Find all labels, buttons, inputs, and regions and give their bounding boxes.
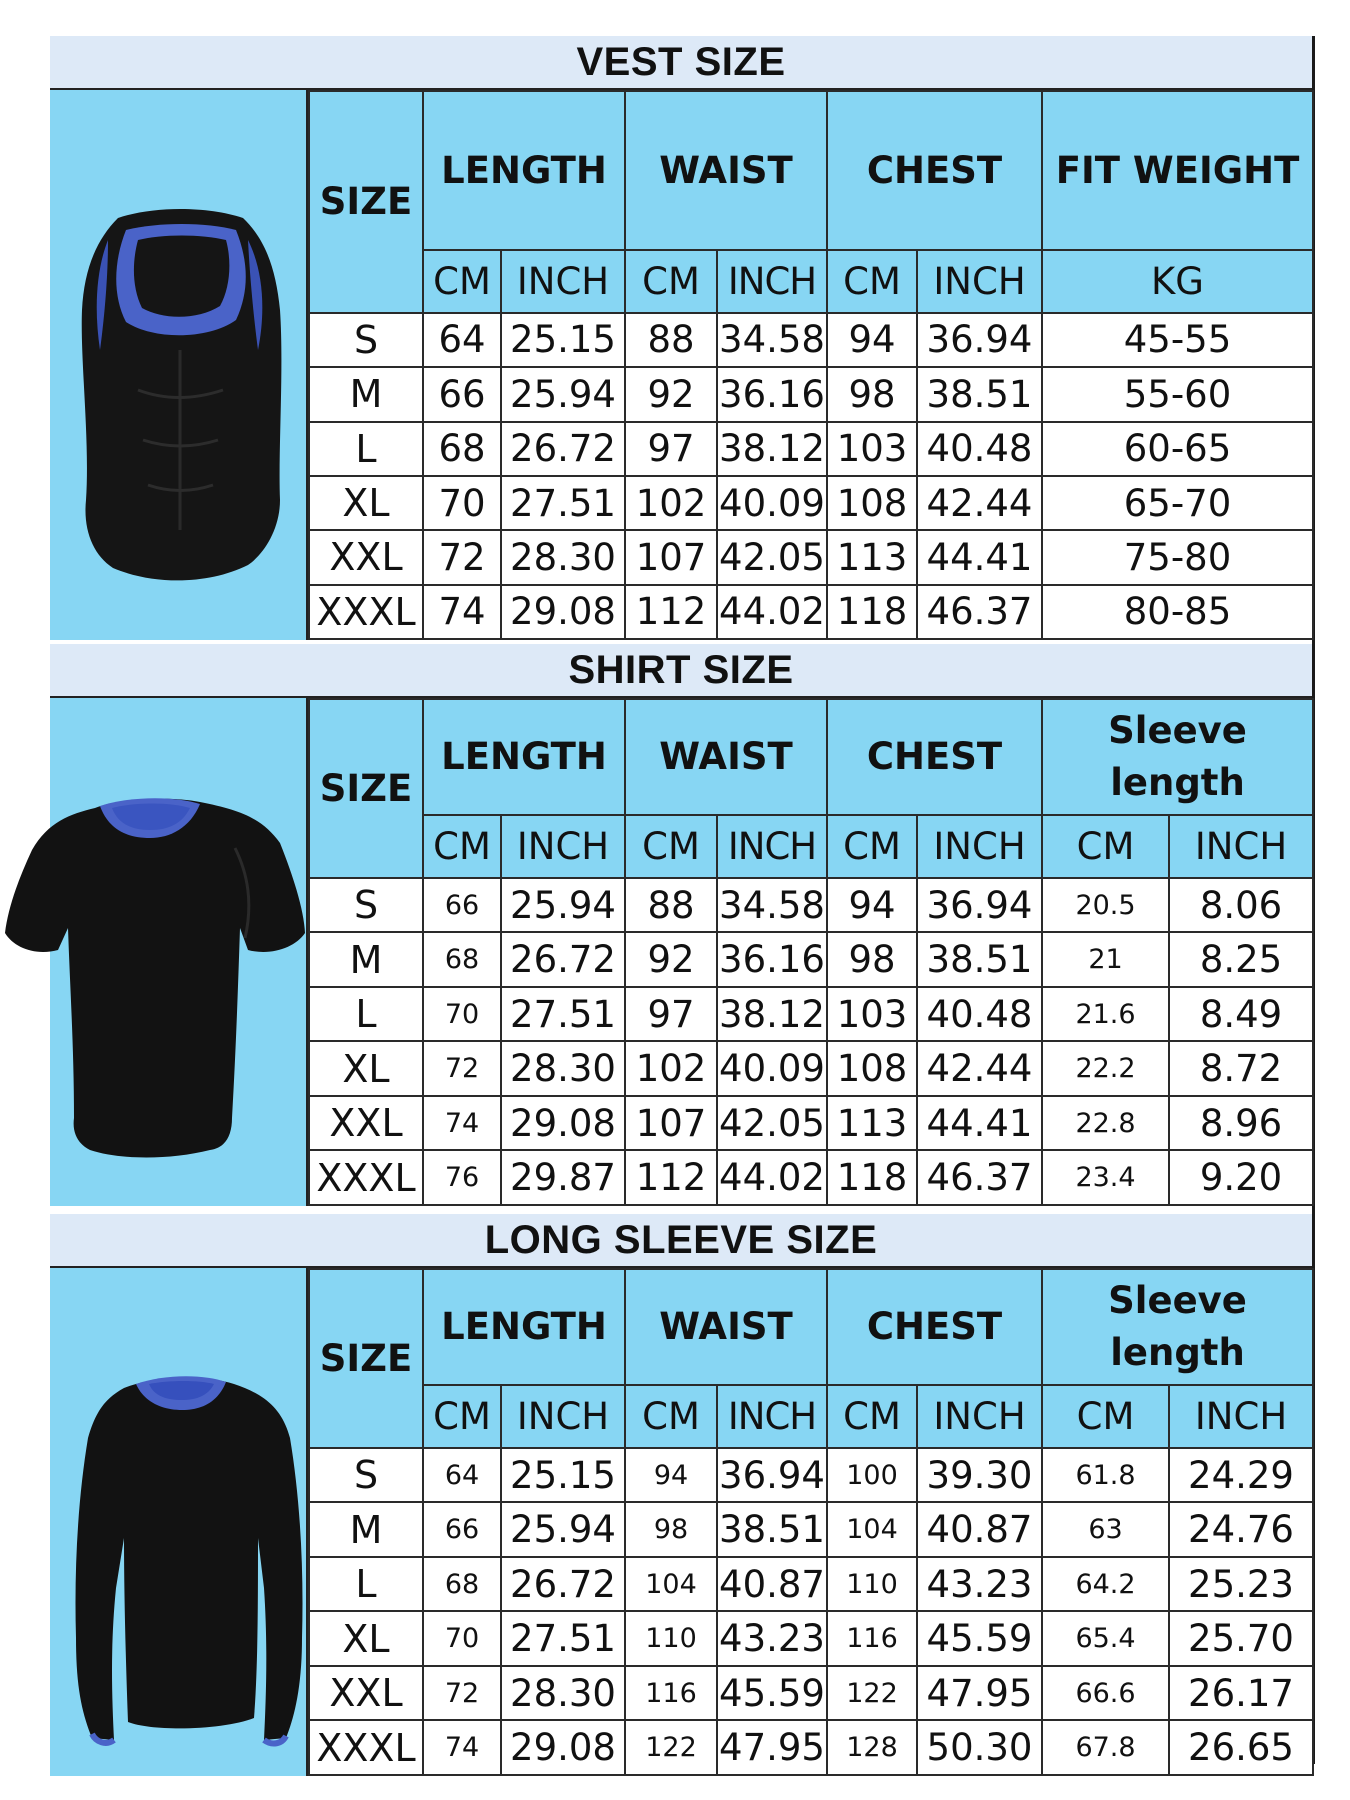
size-cell: XXL [309,1666,423,1721]
waist-cm-cell: 98 [625,1502,717,1557]
vest-size-title: VEST SIZE [50,36,1312,90]
size-cell: M [309,1502,423,1557]
size-cell: XXXL [309,1720,423,1775]
size-cell: XL [309,1611,423,1666]
table-row [309,1041,1313,1096]
fit-weight-header: FIT WEIGHT [1042,91,1313,250]
chest-cm-cell: 103 [827,987,917,1042]
chest-inch-cell: 36.94 [917,878,1042,933]
long-sleeve-image-panel [50,1268,308,1776]
waist-inch-cell: 43.23 [717,1611,827,1666]
unit-cm: CM [1042,1385,1169,1448]
fit-weight-cell: 80-85 [1042,585,1313,639]
length-cm-cell: 72 [423,530,501,584]
sleeve-inch-cell: 9.20 [1169,1150,1313,1205]
size-cell: S [309,878,423,933]
length-inch-cell: 27.51 [501,1611,625,1666]
unit-inch: INCH [1169,1385,1313,1448]
sleeve-cm-cell: 21 [1042,932,1169,987]
size-cell: XL [309,476,423,530]
size-cell: XXXL [309,1150,423,1205]
waist-inch-cell: 40.09 [717,1041,827,1096]
size-cell: M [309,932,423,987]
sleeve-cm-cell: 64.2 [1042,1557,1169,1612]
sleeve-inch-cell: 8.72 [1169,1041,1313,1096]
fit-weight-cell: 65-70 [1042,476,1313,530]
sleeve-cm-cell: 67.8 [1042,1720,1169,1775]
chest-header: CHEST [827,91,1042,250]
chest-inch-cell: 44.41 [917,1096,1042,1151]
chest-cm-cell: 118 [827,585,917,639]
waist-header: WAIST [625,699,827,815]
chest-cm-cell: 113 [827,530,917,584]
chest-cm-cell: 108 [827,476,917,530]
table-row [309,313,1313,367]
waist-inch-cell: 40.87 [717,1557,827,1612]
length-inch-cell: 25.15 [501,1448,625,1503]
chest-inch-cell: 44.41 [917,530,1042,584]
chest-cm-cell: 116 [827,1611,917,1666]
waist-inch-cell: 34.58 [717,878,827,933]
chest-inch-cell: 46.37 [917,1150,1042,1205]
sleeve-length-header [1042,1269,1313,1385]
fit-weight-cell: 60-65 [1042,422,1313,476]
length-inch-cell: 29.08 [501,1720,625,1775]
chest-cm-cell: 110 [827,1557,917,1612]
waist-inch-cell: 42.05 [717,1096,827,1151]
waist-inch-cell: 42.05 [717,530,827,584]
length-cm-cell: 70 [423,1611,501,1666]
chest-header: CHEST [827,699,1042,815]
chest-cm-cell: 128 [827,1720,917,1775]
unit-kg: KG [1042,250,1313,313]
unit-inch: INCH [501,250,625,313]
sleeve-inch-cell: 25.70 [1169,1611,1313,1666]
waist-cm-cell: 97 [625,422,717,476]
unit-inch: INCH [501,815,625,878]
unit-cm: CM [625,815,717,878]
size-cell: L [309,422,423,476]
waist-cm-cell: 107 [625,530,717,584]
length-inch-cell: 26.72 [501,932,625,987]
table-row [309,530,1313,584]
length-inch-cell: 25.15 [501,313,625,367]
sleeve-cm-cell: 66.6 [1042,1666,1169,1721]
unit-cm: CM [827,250,917,313]
length-inch-cell: 29.08 [501,1096,625,1151]
sleeve-inch-cell: 24.29 [1169,1448,1313,1503]
table-row [309,878,1313,933]
waist-inch-cell: 34.58 [717,313,827,367]
sleeve-cm-cell: 22.8 [1042,1096,1169,1151]
waist-inch-cell: 40.09 [717,476,827,530]
vest-size-section [50,36,1312,640]
unit-cm: CM [423,1385,501,1448]
waist-cm-cell: 102 [625,1041,717,1096]
chest-inch-cell: 42.44 [917,476,1042,530]
length-cm-cell: 66 [423,1502,501,1557]
long-sleeve-garment-icon [54,1368,304,1768]
length-inch-cell: 26.72 [501,422,625,476]
chest-inch-cell: 46.37 [917,585,1042,639]
chest-inch-cell: 47.95 [917,1666,1042,1721]
unit-inch: INCH [501,1385,625,1448]
size-cell: S [309,313,423,367]
sleeve-inch-cell: 8.96 [1169,1096,1313,1151]
sleeve-cm-cell: 63 [1042,1502,1169,1557]
waist-inch-cell: 44.02 [717,1150,827,1205]
chest-header: CHEST [827,1269,1042,1385]
chest-cm-cell: 94 [827,313,917,367]
sleeve-inch-cell: 8.49 [1169,987,1313,1042]
chest-inch-cell: 50.30 [917,1720,1042,1775]
waist-cm-cell: 104 [625,1557,717,1612]
size-header: SIZE [309,91,423,313]
length-cm-cell: 70 [423,987,501,1042]
table-row [309,1150,1313,1205]
waist-cm-cell: 110 [625,1611,717,1666]
chest-cm-cell: 94 [827,878,917,933]
size-cell: S [309,1448,423,1503]
unit-cm: CM [423,250,501,313]
chest-inch-cell: 42.44 [917,1041,1042,1096]
waist-cm-cell: 88 [625,878,717,933]
length-cm-cell: 74 [423,1720,501,1775]
sleeve-header-line2: length [1110,1330,1245,1374]
chest-inch-cell: 40.48 [917,987,1042,1042]
shirt-size-title: SHIRT SIZE [50,644,1312,698]
size-cell: XXXL [309,585,423,639]
waist-inch-cell: 36.16 [717,932,827,987]
sleeve-cm-cell: 21.6 [1042,987,1169,1042]
waist-inch-cell: 44.02 [717,585,827,639]
sleeve-inch-cell: 25.23 [1169,1557,1313,1612]
unit-inch: INCH [717,1385,827,1448]
length-cm-cell: 76 [423,1150,501,1205]
chest-inch-cell: 40.87 [917,1502,1042,1557]
table-row [309,987,1313,1042]
length-inch-cell: 29.08 [501,585,625,639]
waist-cm-cell: 122 [625,1720,717,1775]
waist-inch-cell: 47.95 [717,1720,827,1775]
chest-inch-cell: 36.94 [917,313,1042,367]
fit-weight-cell: 75-80 [1042,530,1313,584]
length-inch-cell: 27.51 [501,987,625,1042]
chest-inch-cell: 39.30 [917,1448,1042,1503]
waist-inch-cell: 38.12 [717,422,827,476]
table-row [309,1502,1313,1557]
size-cell: XL [309,1041,423,1096]
size-cell: L [309,987,423,1042]
long-sleeve-size-title: LONG SLEEVE SIZE [50,1214,1312,1268]
length-cm-cell: 68 [423,1557,501,1612]
chest-inch-cell: 45.59 [917,1611,1042,1666]
sleeve-cm-cell: 65.4 [1042,1611,1169,1666]
unit-cm: CM [625,250,717,313]
sleeve-header-line1: Sleeve [1108,708,1247,752]
length-header: LENGTH [423,1269,625,1385]
length-inch-cell: 28.30 [501,1666,625,1721]
vest-size-table [308,90,1314,640]
length-inch-cell: 28.30 [501,530,625,584]
table-row [309,422,1313,476]
waist-cm-cell: 112 [625,1150,717,1205]
sleeve-inch-cell: 8.25 [1169,932,1313,987]
sleeve-inch-cell: 8.06 [1169,878,1313,933]
table-row [309,1611,1313,1666]
table-row [309,1448,1313,1503]
chest-cm-cell: 98 [827,367,917,421]
length-cm-cell: 74 [423,585,501,639]
waist-cm-cell: 112 [625,585,717,639]
length-inch-cell: 26.72 [501,1557,625,1612]
sleeve-length-header [1042,699,1313,815]
length-cm-cell: 74 [423,1096,501,1151]
chest-cm-cell: 100 [827,1448,917,1503]
unit-cm: CM [1042,815,1169,878]
unit-inch: INCH [917,1385,1042,1448]
waist-inch-cell: 38.12 [717,987,827,1042]
size-header: SIZE [309,699,423,878]
fit-weight-cell: 45-55 [1042,313,1313,367]
length-cm-cell: 64 [423,313,501,367]
chest-cm-cell: 122 [827,1666,917,1721]
table-row [309,1666,1313,1721]
waist-inch-cell: 36.16 [717,367,827,421]
table-row [309,1557,1313,1612]
waist-cm-cell: 92 [625,367,717,421]
sleeve-inch-cell: 26.65 [1169,1720,1313,1775]
length-cm-cell: 64 [423,1448,501,1503]
sleeve-cm-cell: 22.2 [1042,1041,1169,1096]
shirt-size-section [50,644,1312,1206]
sleeve-header-line1: Sleeve [1108,1278,1247,1322]
waist-cm-cell: 107 [625,1096,717,1151]
waist-cm-cell: 116 [625,1666,717,1721]
size-header: SIZE [309,1269,423,1448]
sleeve-cm-cell: 61.8 [1042,1448,1169,1503]
length-cm-cell: 72 [423,1041,501,1096]
length-inch-cell: 25.94 [501,878,625,933]
table-row [309,932,1313,987]
unit-inch: INCH [1169,815,1313,878]
chest-inch-cell: 40.48 [917,422,1042,476]
shirt-garment-icon [0,788,310,1168]
unit-inch: INCH [917,815,1042,878]
waist-cm-cell: 102 [625,476,717,530]
sleeve-inch-cell: 24.76 [1169,1502,1313,1557]
unit-cm: CM [827,815,917,878]
chest-inch-cell: 43.23 [917,1557,1042,1612]
waist-header: WAIST [625,1269,827,1385]
waist-cm-cell: 94 [625,1448,717,1503]
length-header: LENGTH [423,91,625,250]
sleeve-cm-cell: 23.4 [1042,1150,1169,1205]
length-cm-cell: 68 [423,422,501,476]
length-cm-cell: 70 [423,476,501,530]
waist-cm-cell: 92 [625,932,717,987]
unit-cm: CM [423,815,501,878]
length-header: LENGTH [423,699,625,815]
table-row [309,367,1313,421]
chest-cm-cell: 108 [827,1041,917,1096]
waist-inch-cell: 36.94 [717,1448,827,1503]
vest-garment-icon [58,200,298,600]
sleeve-inch-cell: 26.17 [1169,1666,1313,1721]
chest-inch-cell: 38.51 [917,932,1042,987]
table-row [309,1720,1313,1775]
sleeve-header-line2: length [1110,760,1245,804]
chest-cm-cell: 113 [827,1096,917,1151]
table-row [309,585,1313,639]
unit-cm: CM [625,1385,717,1448]
length-inch-cell: 25.94 [501,367,625,421]
shirt-image-panel [50,698,308,1206]
length-inch-cell: 28.30 [501,1041,625,1096]
size-cell: XXL [309,1096,423,1151]
table-row [309,476,1313,530]
vest-image-panel [50,90,308,640]
long-sleeve-size-table [308,1268,1314,1776]
fit-weight-cell: 55-60 [1042,367,1313,421]
length-cm-cell: 68 [423,932,501,987]
waist-cm-cell: 88 [625,313,717,367]
unit-inch: INCH [917,250,1042,313]
length-cm-cell: 66 [423,367,501,421]
size-cell: XXL [309,530,423,584]
chest-cm-cell: 103 [827,422,917,476]
chest-inch-cell: 38.51 [917,367,1042,421]
length-inch-cell: 27.51 [501,476,625,530]
waist-cm-cell: 97 [625,987,717,1042]
length-inch-cell: 29.87 [501,1150,625,1205]
chest-cm-cell: 98 [827,932,917,987]
length-cm-cell: 72 [423,1666,501,1721]
chest-cm-cell: 104 [827,1502,917,1557]
unit-inch: INCH [717,815,827,878]
waist-inch-cell: 45.59 [717,1666,827,1721]
length-inch-cell: 25.94 [501,1502,625,1557]
unit-cm: CM [827,1385,917,1448]
size-cell: L [309,1557,423,1612]
long-sleeve-size-section [50,1214,1312,1776]
table-row [309,1096,1313,1151]
waist-header: WAIST [625,91,827,250]
waist-inch-cell: 38.51 [717,1502,827,1557]
length-cm-cell: 66 [423,878,501,933]
size-cell: M [309,367,423,421]
shirt-size-table [308,698,1314,1206]
sleeve-cm-cell: 20.5 [1042,878,1169,933]
unit-inch: INCH [717,250,827,313]
chest-cm-cell: 118 [827,1150,917,1205]
